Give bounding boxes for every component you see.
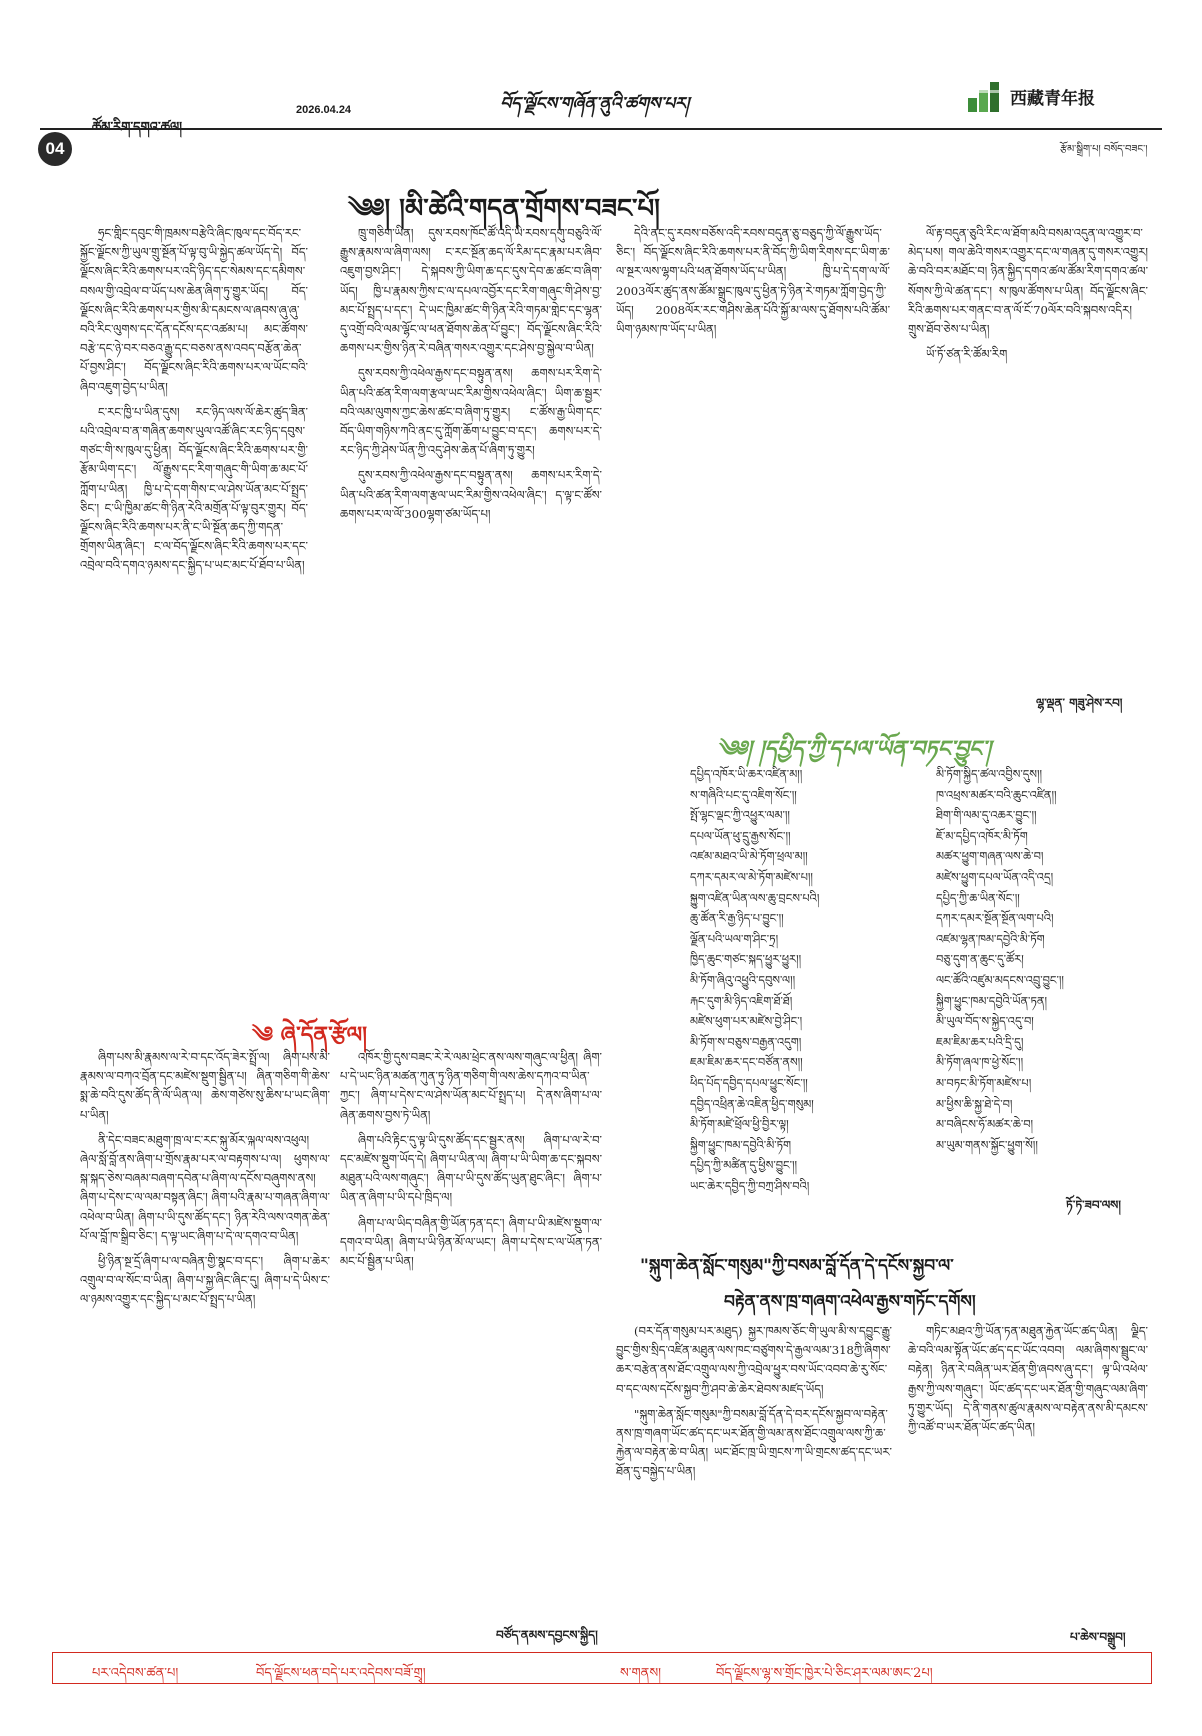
poem-line: ཡང་ཆེར་དབྱིད་ཀྱི་བཀྲ་ཤིས་བའི། (690, 1178, 810, 1193)
poem-line: ཁྱིད་ཆུང་གཙང་སྐད་ཕྱུར་ཕྱུར།། (690, 952, 802, 967)
poem-line: དཀར་དམར་སྔོན་སྔོན་ལག་པའི། (936, 911, 1054, 926)
paragraph: ཧྲང་གླིང་དབུང་གི་ཁྲམས་བརྩེའི་ཞིང་ཁུལ་དང་བོད་རང་སྐྱོང་ལྗོངས་ཀྱི་ཡུལ་གྲུ་སྔོན་པོ་ལྟ་བུ་ཡི་སྐྱེད་ཚལ་ཡོད་དེ། བོད་ལྗོངས་ཞིང་རིའི་ཆགས་པར་འདི་ཉིད་དང་སེམས་དང་དམིགས་བསལ་གྱི་འབྲེལ་བ་ཡོད་པས་ཆེན་ཞིག་ཏུ་གྱུར་ཡོད། བོད་ལྗོངས་ཞིང་རིའི་ཆགས་པར་གྱིས་མི་དམངས་ལ་ཞབས་ཞུ་ཞུ་བའི་རིང་ལུགས་དང་དོན་དངོས་དང་འཚམ་པ། མང་ཚོགས་བརྩེ་དང་ཉེ་བར་བཅའ་རྒྱུ་དང་བཅས་ནས་འབད་བརྩོན་ཆེན་པོ་བྱས་ཤིང་། བོད་ལྗོངས་ཞིང་རིའི་ཆགས་པར་ལ་ཡོང་བའི་ཞིབ་འཇུག་བྱེད་པ་ཡིན། (80, 226, 308, 394)
footer-box (52, 1652, 1152, 1684)
editorial-col3 (616, 224, 890, 672)
poem-line: མཛེས་ཕུག་པར་མཛེས་བྱེ་ཤིང་། (690, 1014, 803, 1029)
footer-printer-label: པར་འདེབས་ཚན་པ། (92, 1666, 179, 1681)
poem-line: དཔྱིད་ཀྱི་མཚིན་དུ་ཕྱིས་བྱུང་།། (690, 1158, 798, 1173)
poem-line: དཔལ་ཡོན་ཕུ་དྲུ་རྒྱས་སོང་།། (690, 828, 791, 843)
poem-line: མི་ཏོག་ས་བཅུས་བརྒྱན་འདུག། (690, 1034, 802, 1049)
poem-line: མ་བཞིངས་ཧོ་མཚར་ཆེ་བ། (936, 1117, 1034, 1132)
paragraph: ཞིག་པ་ལ་ཡིད་བཞིན་གྱི་ཡོན་ཏན་དང་། ཞིག་པ་ཡི་མཛེས་སྡུག་ལ་དགའ་བ་ཡིན། ཞིག་པ་ཡི་ཉིན་མོ་ལ་ཡང་། ཞིག་པ་དེས་ང་ལ་ཡོན་ཏན་མང་པོ་སྦྱིན་པ་ཡིན། (340, 1215, 602, 1269)
essay-title-line1: "སྐུག་ཆེན་སློང་གསུམ"ཀྱི་བསམ་བློ་དོན་དེ་དངོས་སྐྱབ་ལ་ (640, 1256, 954, 1276)
logo-icon (966, 78, 1002, 114)
poem-line: འཛམ་མཐའ་ཡི་མེ་ཏོག་ཕྲལ་མ།། (690, 849, 808, 864)
poem-left-stanza (690, 764, 940, 1193)
poem-line: ཇམ་ཇིམ་ཆར་པའི་དྲི་དུ། (936, 1034, 1024, 1049)
newspaper-logo (966, 76, 1156, 116)
poem-line: མི་ཡུལ་བོད་ས་སྐྱེད་འདུ་བ། (936, 1014, 1034, 1029)
logo-text: 西藏青年报 (1010, 89, 1095, 109)
paragraph: (བར་དོན་གསུམ་པར་མཐུད) སྐྱར་ཁམས་ཅོང་གི་ཡུལ་མི་ས་དབྱུང་རྒྱུ་བྱུང་གྱིས་སྲིད་འཛིན་མཐུན་ལས་ཁང་བཙུགས་དེ་རྒྱལ་ལམ་318ཀྱི་ཞིགས་ཆར་བརྩེན་ནས་ཐོང་འགྲུལ་ལས་ཀྱི་འབྲེལ་ཕྱུར་བས་ཡོང་འབབ་ཆེ་རུ་སོང་བ་དང་ལས་དངོས་སྐྱབ་ཀྱི་ཤབ་ཆེ་ཆེར་ཐེབས་མཛད་ཡོད། (616, 1324, 892, 1396)
story-col1 (80, 1048, 330, 1638)
poem-line: སྐྱུག་འཛིན་ཡིན་ལས་ཆུ་བྲངས་པའི། (690, 890, 820, 905)
poem-line: སྐྱིག་ཕྱུང་ཁམ་དབྱེའི་མི་ཏོག (690, 1137, 792, 1152)
footer-address-label: ས་གནས། (620, 1666, 661, 1681)
main-article-col1 (80, 224, 308, 994)
poem-line: དཔྱིད་ཀྱི་ཆ་ཡིན་སོང་།། (936, 890, 1020, 905)
editorial-byline: ལྷ་ལྡན་ གཟུ་ཤེས་རབ། (1036, 696, 1123, 710)
poem-line: ལྗོན་པའི་ཡལ་ག་ཤིང་ཏྲ། (690, 931, 779, 946)
header-rule (40, 128, 1162, 130)
poem-line: ཆུ་ཚོན་རི་རྒྱ་ཉིད་པ་བྱུང་།། (690, 911, 784, 926)
poem-line: སྐྱིག་ཕྱུང་ཁམ་དབྱེའི་ཡོན་ཏན། (936, 993, 1048, 1008)
poem-line: བཅུ་དུག་ན་ཆུང་དུ་ཚོར། (936, 952, 1024, 967)
poem-line: འཛམ་ལྷན་ཁམ་དབྱེའི་མི་ཏོག (936, 931, 1045, 946)
poem-line: མི་ཏོག་ཞིའུ་འཕྱུའི་དབུས་ལ།། (690, 972, 796, 987)
poem-line: མ་བཏང་མི་ཏོག་མཛེས་པ། (936, 1075, 1032, 1090)
main-article-col2 (340, 224, 602, 994)
poem-title: ༄༅། །དཔྱིད་ཀྱི་དཔལ་ཡོན་བཏང་བྱུང་། (716, 736, 991, 762)
paragraph: དེའི་ནང་དུ་རབས་བཅོས་འདི་རབས་བདུན་ཅུ་བཅུད་ཀྱི་ལོ་རྒྱུས་ཡོད་ཅིང་། བོད་ལྗོངས་ཞིང་རིའི་ཆགས་པར་ནི་བོད་ཀྱི་ཡིག་རིགས་དང་ཡིག་ཆ་ལ་སྔར་ལས་ལྷག་པའི་ཕན་ཐོགས་ཡོད་པ་ཡིན། ཁྱི་པ་དེ་དག་ལ་ལོ་2003ལོར་ཚུད་ནས་ཚོམ་སྒྲུང་ཁུལ་དུ་ཕྱིན་ཏེ་ཉིན་རེ་གཏམ་ཀློག་བྱེད་ཀྱི་ཡོད། 2008ལོར་རང་གཤིས་ཆེན་པོའི་སྐྱོ་མ་ལས་དུ་ཐོགས་པའི་ཚོམ་ཡིག་ཉམས་ཁ་ཡོད་པ་ཡིན། (616, 226, 890, 337)
story-title: ༄ ཞེ་དོན་རྩོལ། (252, 1022, 367, 1048)
paragraph: དུས་རབས་ཀྱི་འཕེལ་རྒྱས་དང་བསྟུན་ནས། ཆགས་པར་རིག་དེ་ཡིན་པའི་ཚན་རིག་ལག་རྩལ་ཡང་རིམ་གྱིས་འཕེལ་ཞིང་། ཡིག་ཆ་སྦྱར་བའི་ལམ་ལུགས་ཀྱང་ཆེས་ཚང་བ་ཞིག་ཏུ་གྱུར། ང་ཚོས་རྒྱ་ཡིག་དང་བོད་ཡིག་གཉིས་ཀའི་ནང་དུ་ཀློག་ཆོག་པ་བྱུང་བ་དང་། ཆགས་པར་དེ་རང་ཉིད་ཀྱི་ཤེས་ཡོན་ཀྱི་འདུ་ཤེས་ཆེན་པོ་ཞིག་ཏུ་གྱུར། (340, 366, 602, 458)
editorial-col4 (908, 224, 1148, 672)
masthead: བོད་ལྗོངས་གཞོན་ནུའི་ཚགས་པར། (500, 94, 690, 114)
paragraph: "སྐུག་ཆེན་སློང་གསུམ"ཀྱི་བསམ་བློ་དོན་དེ་བར་དངོས་སྐྱབ་ལ་བརྟེན་ནས་ཁྲ་གཞག་ཡོང་ཚད་དང་ཡར་ཐོན་གྱི་ལམ་ནས་ཐོང་འགྲུལ་ལས་ཀྱི་ཆ་རྐྱེན་ལ་བརྟེན་ཆེ་བ་ཡིན། ཡང་ཐོང་ཁྲ་ཡི་གྲངས་ཀ་ཡི་གྲངས་ཚད་དང་ཡར་ཐོན་དུ་བསྐྱེད་པ་ཡིན། (616, 1406, 892, 1479)
footer-printer-name: བོད་ལྗོངས་ཕན་བདེ་པར་འདེབས་བཟོ་གྲྭ། (256, 1666, 426, 1681)
poem-line: ཐིག་གི་ལམ་དུ་འཆར་བྱུང་།། (936, 808, 1037, 823)
paragraph: ལོ་རྟ་བདུན་ཅུའི་རིང་ལ་ཐོག་མའི་བསམ་འདུན་ལ་འགྱུར་བ་མེད་པས། གལ་ཆེའི་གསར་འགྱུར་དང་ལ་གཞན་དུ་གསར་འགྱུར། ཆེ་བའི་བར་མཐོང་བ། ཉིན་སྐྱིད་དགའ་ཚལ་ཚོམ་རིག་དགའ་ཚལ་སོགས་ཀྱི་ལེ་ཚན་དང་། ས་ཁུལ་ཚོགས་པ་ཡིན། བོད་ལྗོངས་ཞིང་རིའི་ཆགས་པར་གནང་བ་ན་ལོ་ངོ་70ལོར་བའི་སྐབས་འདིར། གྲུས་ཐོབ་ཅེས་པ་ཡིན། (908, 226, 1148, 337)
poem-line: མི་ཏོག་ཞལ་ཁ་ཕྱེ་སོང་།། (936, 1055, 1024, 1070)
issue-date: 2026.04.24 (296, 104, 352, 116)
poem-line: དཀར་དམར་ལ་མེ་ཏོག་མཛེས་པ།། (690, 869, 813, 884)
poem-line: དཔྱིད་འཁོར་ཡི་ཆར་འཛིན་མ།། (690, 767, 803, 781)
poem-line: རྐང་དུག་མི་ཉིད་འཇིག་ཐོ་ཐོ། (690, 993, 793, 1008)
poem-line: ཕིད་པོད་དབྱིད་དཔལ་ཕྱུང་སོང་།། (690, 1075, 808, 1090)
paragraph: ང་རང་ཁྱི་པ་ཡིན་དུས། རང་ཉིད་ལས་ལོ་ཆེར་ཚུད་ཟིན་པའི་འབྲེལ་བ་ན་གཞིན་ཆགས་ཡུལ་འཚོ་ཞིང་རང་ཉིད་དབུས་གཙང་གི་ས་ཁུལ་དུ་ཕྱིན། བོད་ལྗོངས་ཞིང་རིའི་ཆགས་པར་གྱི་རྩོམ་ཡིག་དང་། ལོ་རྒྱུས་དང་རིག་གཞུང་གི་ཡིག་ཆ་མང་པོ་ཀློག་པ་ཡིན། ཁྱི་པ་དེ་དག་གིས་ང་ལ་ཤེས་ཡོན་མང་པོ་སྤྲད་ཅིང་། ང་ཡི་ཁྱིམ་ཚང་གི་ཉིན་རེའི་མགྲོན་པོ་ལྟ་བུར་གྱུར། བོད་ལྗོངས་ཞིང་རིའི་ཆགས་པར་ནི་ང་ཡི་སྔོན་ཆད་ཀྱི་གདན་གྲོགས་ཡིན་ཞིང་། ང་ལ་བོད་ལྗོངས་ཞིང་རིའི་ཆགས་པར་དང་འབྲེལ་བའི་དགའ་ཉམས་དང་སྐྱིད་པ་ཡང་མང་པོ་ཐོབ་པ་ཡིན། (80, 404, 308, 573)
paragraph: གཏིང་མཐའ་ཀྱི་ཡོན་ཏན་མཐུན་རྐྱེན་ཡོང་ཚད་ཡིན། ལྗིད་ཆེ་བའི་ལམ་སྟོན་ཡོང་ཚད་དང་ཡོང་འབབ། ལམ་ཞིགས་སྦྲུང་ལ་བརྟེན། ཉིན་རེ་བཞིན་ཡར་ཐོན་གྱི་ཞབས་ཞུ་དང་། ལྟ་ཡི་འཕེལ་རྒྱས་ཀྱི་ལས་གཞུང་། ཡོང་ཚད་དང་ཡར་ཐོན་གྱི་གཞུང་ལམ་ཞིག་ཏུ་གྱུར་ཡོད། དེ་ནི་གནས་ཚུལ་རྣམས་ལ་བརྟེན་ནས་མི་དམངས་ཀྱི་འཚོ་བ་ཡར་ཐོན་ཡོང་ཚད་ཡིན། (908, 1324, 1148, 1435)
story-col2 (340, 1048, 602, 1618)
paragraph: ཡོ་ཏོ་ཙན་རི་ཚོམ་རིག (926, 347, 1008, 362)
poem-line: མཚར་ཕྱུག་གཞན་ལས་ཆེ་བ། (936, 849, 1044, 864)
poem-line: ཇོ་མ་དཔྱིད་འཁོར་མི་ཏོག (936, 828, 1028, 843)
editor-credit: རྩོམ་སྒྲིག་པ། བསོད་བཟང་། (1060, 144, 1148, 155)
page-number-badge: 04 (38, 132, 72, 166)
essay-title-line2: བརྟེན་ནས་ཁྲ་གཞག་འཕེལ་རྒྱས་གཏོང་དགོས། (724, 1292, 976, 1312)
poem-right-stanza (936, 764, 1146, 1178)
essay-byline: པ་ཆེས་བསྒྲུབ། (1070, 1630, 1126, 1644)
poem-line: མཛེས་ཕྱུག་དཔལ་ཡོན་འདི་འདྲ། (936, 869, 1054, 884)
main-article-title: ༄༅། །མི་ཚེའི་གདན་གྲོགས་བཟང་པོ། (348, 194, 660, 224)
poem-line: མ་ཕྱིས་ཆི་སྐྱ་ཐེ་དེ་བ། (936, 1096, 1013, 1111)
paragraph: ཞིག་པས་མི་རྣམས་ལ་རེ་བ་དང་འོད་ཟེར་སྤྲོ་ལ། ཞིག་པས་མི་རྣམས་ལ་བཀའ་བྲོན་དང་མཛེས་སྡུག་སྦྱིན་པ། ཞིན་གཅིག་གི་ཆེས་སྨ་ཆེ་བའི་དུས་ཚོད་ནི་ལོ་ཡིན་ལ། ཆེས་གཙེས་སུ་ཆིས་པ་ཡང་ཞིག་པ་ཡིན། (80, 1050, 330, 1122)
poem-byline: ཏོ་ཏེ་ཟབ་ལས། (1066, 1198, 1121, 1212)
poem-line: ས་གཞིའི་པང་དུ་འཇིག་སོང་།། (690, 787, 797, 802)
poem-line: མ་ཡུམ་གནས་སྐྱོང་ཕྱུག་སོ།། (936, 1137, 1038, 1152)
paragraph: ཞིག་པའི་རྟིང་དུ་ལྟ་ཡི་དུས་ཚོད་དང་སྦྱར་ནས། ཞིག་པ་ལ་རེ་བ་དང་མཛེས་སྡུག་ཡོད་དེ། ཞིག་པ་ཡིན་ལ། ཞིག་པ་ཡི་ཡིག་ཆ་དང་སྐབས་མཐུན་པའི་ལས་གཞུང་། ཞིག་པ་ཡི་དུས་ཚོད་ཡུན་ཐུང་ཞིང་། ཞིག་པ་ཡིན་ན་ཞིག་པ་ཡི་དཔེ་ཁྲིད་ལ། (340, 1132, 602, 1205)
poem-line: མི་ཏོག་མཛེ་ཕྲོལ་ཕྱི་བྱིར་ལྟ། (690, 1117, 789, 1132)
poem-line: ཇམ་ཇིམ་ཆར་དང་བཙོན་ནས།། (690, 1055, 803, 1070)
paragraph: དུས་རབས་ཀྱི་འཕེལ་རྒྱས་དང་བསྟུན་ནས། ཆགས་པར་རིག་དེ་ཡིན་པའི་ཚན་རིག་ལག་རྩལ་ཡང་རིམ་གྱིས་འཕེལ་ཞིང་། ད་ལྟ་ང་ཚོས་ཆགས་པར་ལ་ལོ་300ལྷག་ཙམ་ཡོད་པ། (340, 468, 602, 521)
poem-line: མི་ཏོག་སྐྱིད་ཚལ་འབྱིས་དུས།། (936, 767, 1043, 781)
essay-col2 (908, 1322, 1148, 1616)
poem-line: དབྱིད་འཕྲིན་ཆེ་འཇིན་ཕྱིད་གསུམ། (690, 1096, 814, 1111)
poem-line: ཁ་འཕྲས་མཚར་བའི་ཆུང་འཛིན།། (936, 787, 1057, 802)
footer-address: བོད་ལྗོངས་ལྷ་ས་གྲོང་ཁྱེར་པེ་ཅིང་ཤར་ལམ་ཨང་2པ། (716, 1666, 933, 1681)
essay-col1 (616, 1322, 892, 1638)
paragraph: ནི་དེང་བཟང་མཐུག་ཁྲ་ལ་ང་རང་སྐུ་མོར་ལྐལ་ལས་འཕུལ། ཞེལ་སློ་བློ་ནས་ཞིག་པ་གྲོས་རྣམ་པར་ལ་བརྟགས་པ་ལ། ཕུགས་ལ་སྐ་སྐད་ཅེས་བཞམ་བཞག་དབེན་པ་ཞིག་ལ་དངོས་བཞུགས་ནས། ཞིག་པ་དེས་ང་ལ་ལམ་བསྟན་ཞིང་། ཞིག་པའི་རྣམ་པ་གཞན་ཞིག་ལ་འཕེལ་བ་ཡིན། ཞིག་པ་ཡི་དུས་ཚོད་དང་། ཉིན་རེའི་ལས་འགན་ཆེན་པོ་ལ་བློ་ཁ་སྒྲིབ་ཅིང་། ད་ལྟ་ཡང་ཞིག་པ་དེ་ལ་དགའ་བ་ཡིན། (80, 1132, 330, 1243)
paragraph: ཁྲུ་གཅིག་ཡིན། དུས་རབས་ཁོང་ཚོ་འདི་ཡི་རབས་དགུ་བཅུའི་ལོ་རྒྱུས་རྣམས་ལ་ཞིག་ལས། ང་རང་སྔོན་ཆད་ལོ་རིམ་དང་རྣམ་པར་ཞིབ་འཇུག་བྱས་ཤིང་། དེ་སྐབས་ཀྱི་ཡིག་ཆ་དང་དུས་དེབ་ཆ་ཚང་བ་ཞིག་ཡོད། ཁྱི་པ་རྣམས་ཀྱིས་ང་ལ་དཔལ་འབྱོར་དང་རིག་གཞུང་གི་ཤེས་བྱ་མང་པོ་སྤྲད་པ་དང་། དེ་ཡང་ཁྱིམ་ཚང་གི་ཉིན་རེའི་གཏམ་གླེང་དང་ལྷན་དུ་འགྲོ་བའི་ལམ་ལྷོང་ལ་ཕན་ཐོགས་ཆེན་པོ་བྱུང་། བོད་ལྗོངས་ཞིང་རིའི་ཆགས་པར་གྱིས་ཉིན་རེ་བཞིན་གསར་འགྱུར་དང་ཤེས་བྱ་སྐྱེལ་བ་ཡིན། (340, 226, 602, 356)
poem-line: ལང་ཚོའི་འཛུམ་མདངས་འབྲུ་བྱུང་།། (936, 972, 1064, 987)
story-byline: བཙོད་ནམས་དབྱངས་སྐྱིད། (496, 1628, 598, 1642)
paragraph: ཕྱི་ཉིན་སྔ་དྲོ་ཞིག་པ་ལ་བཞིན་གྱི་སྣང་བ་དང་། ཞིག་པ་ཆེར་འགྲུལ་བ་ལ་སོང་བ་ཡིན། ཞིག་པ་སྐྱ་ཞིང་ཞིང་དུ། ཞིག་པ་དེ་ཡིས་ང་ལ་ཉམས་འགྱུར་དང་སྐྱིད་པ་མང་པོ་སྤྲད་པ་ཡིན། (80, 1254, 330, 1307)
poem-line: སྤོ་ལྷང་ལྡང་ཀྱི་འཕྱུར་ལམ་།། (690, 808, 790, 823)
paragraph: འཁོར་གྱི་དུས་བཟང་རེ་རེ་ལམ་ཕྲེང་ནས་ལས་གཞུང་ལ་ཕྱིན། ཞིག་པ་དེ་ཡང་ཉིན་མཚན་ཀུན་ཏུ་ཉིན་གཅིག་གི་ལས་ཆེས་དཀའ་བ་ཡིན་ཀྱང་། ཞིག་པ་དེས་ང་ལ་ཤེས་ཡོན་མང་པོ་སྤྲད་པ། དེ་ནས་ཞིག་པ་ལ་ཞེན་ཆགས་བྱས་ཏེ་ཡིན། (340, 1050, 602, 1122)
section-label (92, 112, 182, 149)
